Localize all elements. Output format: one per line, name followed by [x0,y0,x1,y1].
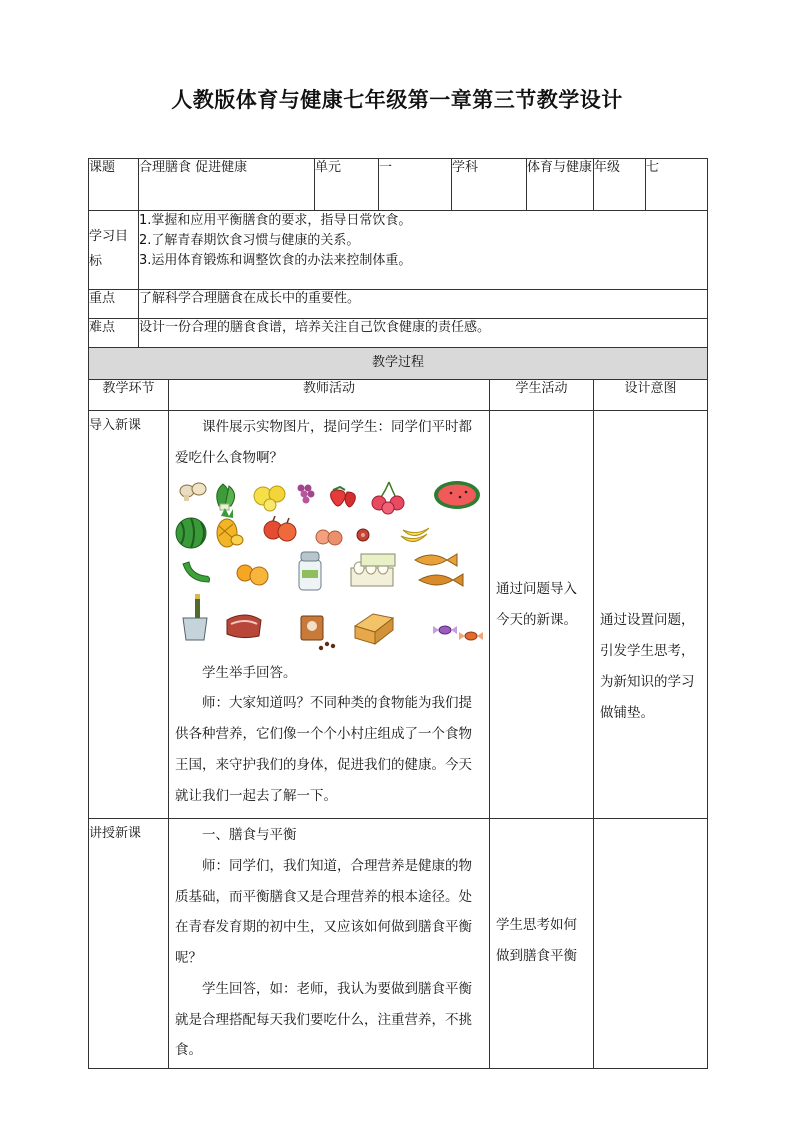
lecture-student-answer: 学生回答，如：老师，我认为要做到膳食平衡就是合理搭配每天我们要吃什么，注重营养，不挑食。 [175,980,472,1059]
topic-label: 课题 [89,159,139,211]
oranges-icon [237,565,268,585]
lesson-plan-table [88,158,708,1069]
lecture-intent-cell [594,819,708,1069]
subject-value: 体育与健康 [527,159,594,211]
col-header-student: 学生活动 [490,380,594,411]
grapes-icon [298,484,315,503]
lecture-student-cell [490,819,594,1069]
apples-icon [264,516,296,541]
grade-value: 七 [646,159,708,211]
lecture-row [89,819,708,1069]
lecture-teacher-question: 师：同学们，我们知道，合理营养是健康的物质基础，而平衡膳食又是合理营养的根本途径。处在青春发育期的初中生，又应该如何做到膳食平衡呢？ [175,857,472,967]
strawberry-icon [331,487,356,507]
steak-icon [227,615,261,638]
salt-shaker-icon [299,552,321,590]
col-header-teacher: 教师活动 [169,380,490,411]
intro-intent-cell [594,411,708,819]
food-illustration [175,478,491,656]
bread-icon [355,614,393,644]
lemon-icon [254,486,285,511]
mushroom-icon [180,483,206,501]
watermelon-icon [176,518,206,548]
subject-label: 学科 [452,159,527,211]
lecture-section-title: 一、膳食与平衡 [202,827,297,843]
intro-teacher-explanation: 师：大家知道吗？不同种类的食物能为我们提供各种营养，它们像一个个小村庄组成了一个食物王国，来守护我们的身体，促进我们的健康。今天就让我们一起去了解一下。 [175,695,472,804]
cucumber-icon [183,562,210,582]
candy-icon [433,626,483,640]
lecture-student-activity: 学生思考如何做到膳食平衡 [496,916,578,964]
pineapple-icon [217,508,243,547]
lecture-teacher-cell [169,819,490,1069]
objectives-list [139,211,708,290]
peach-icon [316,530,342,545]
coffee-bag-icon [301,616,335,650]
process-header-row [89,380,708,411]
difficulty-row [89,319,708,348]
sausage-icon [357,529,369,541]
info-row [89,159,708,211]
intro-row [89,411,708,819]
intro-design-intent: 通过设置问题，引发学生思考，为新知识的学习做铺垫。 [600,612,695,721]
lecture-stage: 讲授新课 [89,819,169,1069]
unit-value: 一 [379,159,452,211]
bok-choy-icon [217,484,235,510]
key-point-label: 重点 [89,290,139,319]
cherries-icon [372,482,404,514]
process-heading-row [89,348,708,380]
bananas-icon [401,528,429,542]
grade-label: 年级 [594,159,646,211]
document-title: 人教版体育与健康七年级第一章第三节教学设计 [171,87,623,112]
intro-student-activity: 通过问题导入今天的新课。 [496,580,578,628]
process-heading: 教学过程 [89,348,708,380]
fish-icon [415,554,463,586]
intro-teacher-response: 学生举手回答。 [202,664,297,681]
difficulty-text: 设计一份合理的膳食食谱，培养关注自己饮食健康的责任感。 [139,319,708,348]
topic-value: 合理膳食 促进健康 [139,159,315,211]
intro-teacher-question: 课件展示实物图片，提问学生：同学们平时都爱吃什么食物啊？ [175,419,472,466]
intro-stage: 导入新课 [89,411,169,819]
key-point-row [89,290,708,319]
watermelon-slice-icon [434,481,480,509]
objectives-row [89,211,708,290]
objective-item: 2.了解青春期饮食习惯与健康的关系。 [139,233,360,249]
col-header-stage: 教学环节 [89,380,169,411]
objectives-label: 学习目标 [89,211,139,290]
intro-teacher-cell [169,411,490,819]
objective-item: 1.掌握和应用平衡膳食的要求，指导日常饮食。 [139,213,412,228]
champagne-bucket-icon [183,594,207,640]
difficulty-label: 难点 [89,319,139,348]
key-point-text: 了解科学合理膳食在成长中的重要性。 [139,290,708,319]
unit-label: 单元 [315,159,379,211]
egg-carton-icon [351,554,395,586]
objective-item: 3.运用体育锻炼和调整饮食的办法来控制体重。 [139,253,412,269]
col-header-intent: 设计意图 [594,380,708,411]
intro-student-cell [490,411,594,819]
